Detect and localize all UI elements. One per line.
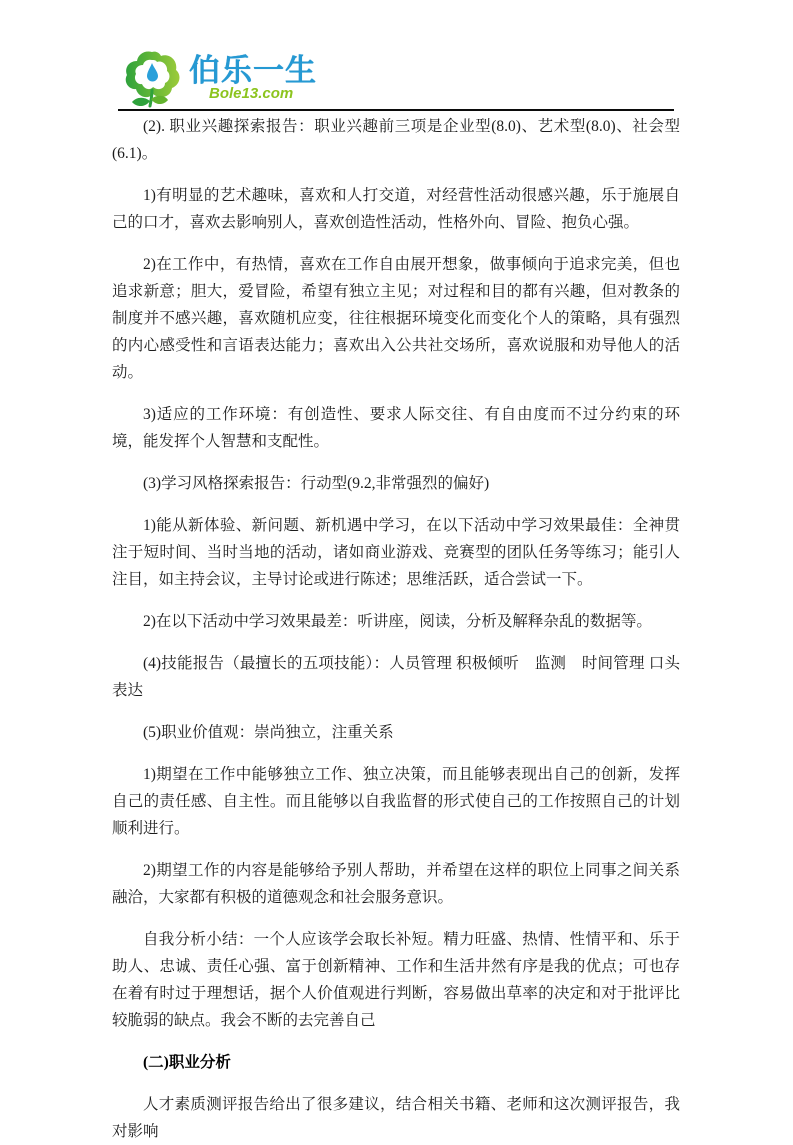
section-heading-career-analysis: (二)职业分析 [143, 1054, 231, 1071]
paragraph-career-analysis-intro: 人才素质测评报告给出了很多建议，结合相关书籍、老师和这次测评报告，我对影响 [112, 1096, 680, 1140]
paragraph-interest-3: 3)适应的工作环境：有创造性、要求人际交往、有自由度而不过分约束的环境，能发挥个人智慧和支配性。 [112, 406, 680, 450]
paragraph-expectation-2: 2)期望工作的内容是能够给予别人帮助，并希望在这样的职位上同事之间关系融洽，大家都有积极的道德观念和社会服务意识。 [112, 862, 680, 906]
brand-logo [121, 48, 317, 110]
paragraph-learning-2: 2)在以下活动中学习效果最差：听讲座，阅读，分析及解释杂乱的数据等。 [143, 613, 652, 630]
paragraph-interest-1: 1)有明显的艺术趣味，喜欢和人打交道，对经营性活动很感兴趣，乐于施展自己的口才，喜欢去影响别人，喜欢创造性活动，性格外向、冒险、抱负心强。 [112, 187, 680, 231]
logo-droplet-icon [147, 63, 158, 82]
logo-tree-icon [121, 48, 185, 110]
paragraph-interest-2: 2)在工作中，有热情，喜欢在工作自由展开想象，做事倾向于追求完美，但也追求新意；胆大，爱冒险，希望有独立主见；对过程和目的都有兴趣，但对教条的制度并不感兴趣，喜欢随机应变，往往根据环境变化而变化个人的策略，具有强烈的内心感受性和言语表达能力；喜欢出入公共社交场所，喜欢说服和劝导他人的活动。 [112, 256, 680, 381]
paragraph-expectation-1: 1)期望在工作中能够独立工作、独立决策，而且能够表现出自己的创新，发挥自己的责任感、自主性。而且能够以自我监督的形式使自己的工作按照自己的计划顺利进行。 [112, 766, 680, 837]
paragraph-interest-report: (2). 职业兴趣探索报告：职业兴趣前三项是企业型(8.0)、艺术型(8.0)、社会型(6.1)。 [112, 118, 680, 162]
paragraph-learning-1: 1)能从新体验、新问题、新机遇中学习，在以下活动中学习效果最佳：全神贯注于短时间、当时当地的活动，诸如商业游戏、竞赛型的团队任务等练习；能引人注目，如主持会议，主导讨论或进行陈述；思维活跃，适合尝试一下。 [112, 517, 680, 588]
paragraph-values-report: (5)职业价值观：崇尚独立，注重关系 [143, 724, 394, 741]
brand-site-url: Bole13.com [209, 85, 294, 102]
paragraph-learning-style-report: (3)学习风格探索报告：行动型(9.2,非常强烈的偏好) [143, 475, 490, 492]
header-divider [118, 109, 674, 111]
brand-name: 伯乐一生 [189, 53, 317, 88]
paragraph-self-analysis-summary: 自我分析小结：一个人应该学会取长补短。精力旺盛、热情、性情平和、乐于助人、忠诚、责任心强、富于创新精神、工作和生活井然有序是我的优点；可也存在着有时过于理想话，据个人价值观进行判断，容易做出草率的决定和对于批评比较脆弱的缺点。我会不断的去完善自己 [112, 931, 680, 1029]
brand-text [189, 54, 317, 102]
paragraph-skills-report: (4)技能报告（最擅长的五项技能）：人员管理 积极倾听 监测 时间管理 口头表达 [112, 655, 680, 699]
document-content [112, 113, 680, 1145]
